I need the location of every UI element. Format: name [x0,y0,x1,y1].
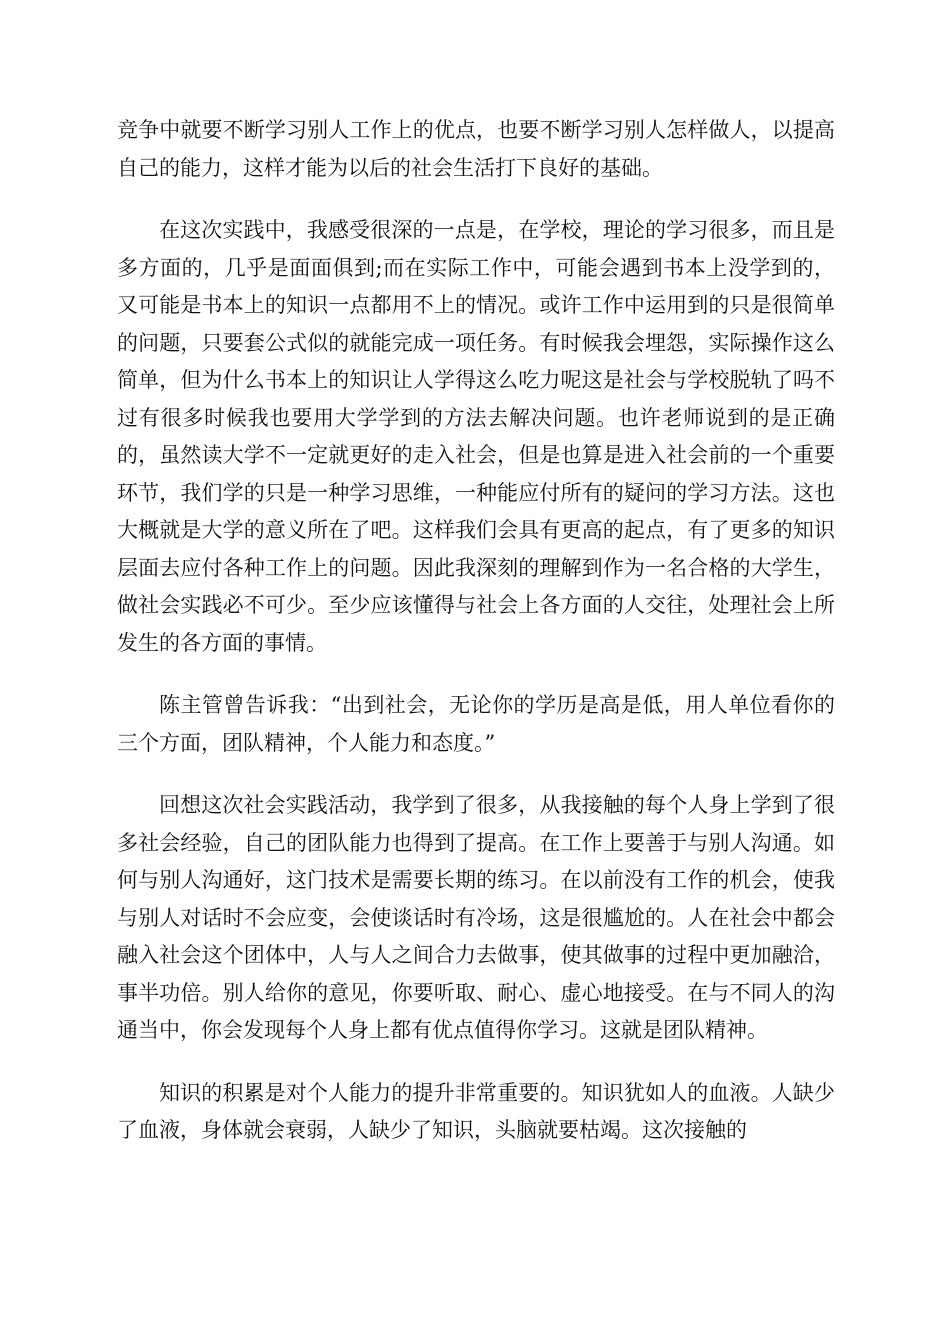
document-body [117,112,835,1175]
paragraph-2: 在这次实践中，我感受很深的一点是，在学校，理论的学习很多，而且是多方面的，几乎是面面俱到;而在实际工作中，可能会遇到书本上没学到的，又可能是书本上的知识一点都用不上的情况。或许工作中运用到的只是很简单的问题，只要套公式似的就能完成一项任务。有时候我会埋怨，实际操作这么简单，但为什么书本上的知识让人学得这么吃力呢这是社会与学校脱轨了吗不过有很多时候我也要用大学学到的方法去解决问题。也许老师说到的是正确的，虽然读大学不一定就更好的走入社会，但是也算是进入社会前的一个重要环节，我们学的只是一种学习思维，一种能应付所有的疑问的学习方法。这也大概就是大学的意义所在了吧。这样我们会具有更高的起点，有了更多的知识层面去应付各种工作上的问题。因此我深刻的理解到作为一名合格的大学生，做社会实践必不可少。至少应该懂得与社会上各方面的人交往，处理社会上所发生的各方面的事情。 [117,218,835,655]
paragraph-1: 竞争中就要不断学习别人工作上的优点，也要不断学习别人怎样做人，以提高自己的能力，这样才能为以后的社会生活打下良好的基础。 [117,118,835,180]
paragraph-4: 回想这次社会实践活动，我学到了很多，从我接触的每个人身上学到了很多社会经验，自己的团队能力也得到了提高。在工作上要善于与别人沟通。如何与别人沟通好，这门技术是需要长期的练习。在以前没有工作的机会，使我与别人对话时不会应变，会使谈话时有冷场，这是很尴尬的。人在社会中都会融入社会这个团体中，人与人之间合力去做事，使其做事的过程中更加融洽，事半功倍。别人给你的意见，你要听取、耐心、虚心地接受。在与不同人的沟通当中，你会发现每个人身上都有优点值得你学习。这就是团队精神。 [117,793,835,1042]
paragraph-3: 陈主管曾告诉我：“出到社会，无论你的学历是高是低，用人单位看你的三个方面，团队精神，个人能力和态度。” [117,693,835,755]
paragraph-5: 知识的积累是对个人能力的提升非常重要的。知识犹如人的血液。人缺少了血液，身体就会衰弱，人缺少了知识，头脑就要枯竭。这次接触的 [117,1080,835,1142]
